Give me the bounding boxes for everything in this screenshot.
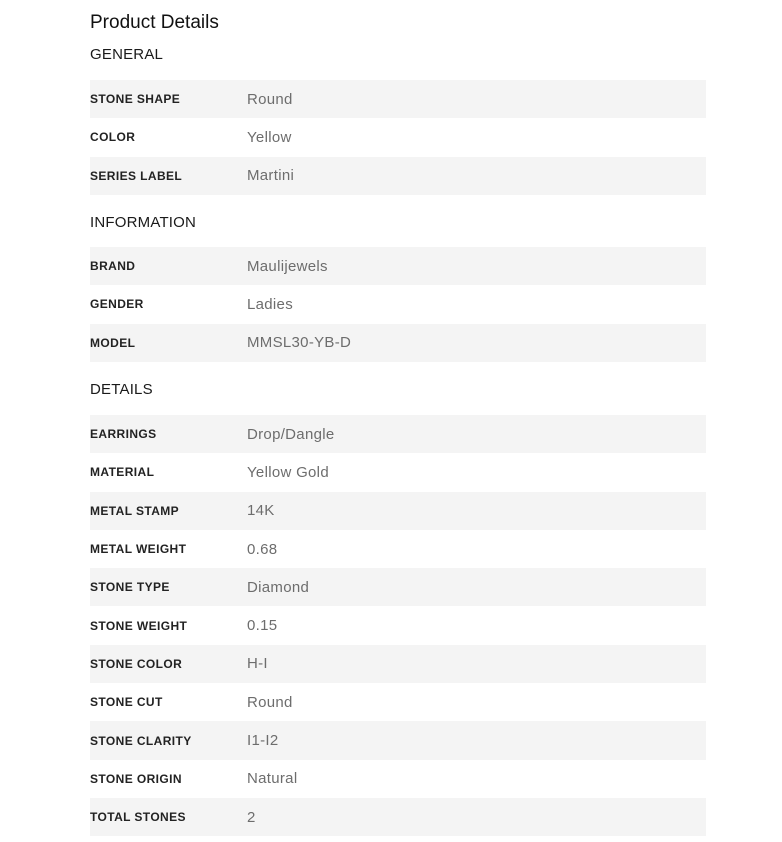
row-value: Yellow Gold — [247, 463, 329, 481]
row-label: GENDER — [90, 297, 144, 312]
row-label: STONE ORIGIN — [90, 771, 182, 786]
row-label: EARRINGS — [90, 427, 157, 442]
row-value: I1-I2 — [247, 732, 279, 750]
spec-table — [90, 247, 706, 362]
row-value: H-I — [247, 655, 268, 673]
section-heading: INFORMATION — [90, 214, 197, 231]
table-row — [90, 157, 706, 195]
row-value: Round — [247, 693, 293, 711]
row-label: STONE CUT — [90, 695, 163, 710]
row-value: Maulijewels — [247, 257, 328, 275]
row-value: Yellow — [247, 128, 292, 146]
table-row — [90, 721, 706, 759]
row-label: STONE TYPE — [90, 580, 170, 595]
table-row — [90, 247, 706, 285]
row-value: 0.15 — [247, 617, 278, 635]
table-row — [90, 415, 706, 453]
section-heading: DETAILS — [90, 381, 153, 398]
row-value: Diamond — [247, 578, 310, 596]
table-row — [90, 118, 706, 156]
row-value: Martini — [247, 167, 295, 185]
section-details — [90, 378, 706, 836]
row-label: COLOR — [90, 130, 136, 145]
row-label: TOTAL STONES — [90, 810, 186, 825]
table-row — [90, 645, 706, 683]
row-label: BRAND — [90, 259, 136, 274]
row-label: STONE COLOR — [90, 656, 183, 671]
row-value: Round — [247, 90, 293, 108]
row-value: 0.68 — [247, 540, 278, 558]
row-value: Natural — [247, 770, 298, 788]
page-title: Product Details — [90, 12, 219, 33]
row-label: METAL WEIGHT — [90, 542, 187, 557]
row-value: 14K — [247, 502, 275, 520]
row-value: MMSL30-YB-D — [247, 334, 352, 352]
table-row — [90, 324, 706, 362]
row-value: 2 — [247, 808, 256, 826]
table-row — [90, 760, 706, 798]
spec-table — [90, 415, 706, 836]
section-general — [90, 43, 706, 195]
row-label: MATERIAL — [90, 465, 155, 480]
table-row — [90, 683, 706, 721]
row-label: MODEL — [90, 335, 136, 350]
row-label: STONE WEIGHT — [90, 618, 188, 633]
section-information — [90, 211, 706, 362]
table-row — [90, 492, 706, 530]
table-row — [90, 285, 706, 323]
table-row — [90, 798, 706, 836]
spec-table — [90, 80, 706, 195]
row-value: Drop/Dangle — [247, 425, 335, 443]
table-row — [90, 80, 706, 118]
section-heading: GENERAL — [90, 46, 164, 63]
row-label: STONE CLARITY — [90, 733, 192, 748]
table-row — [90, 606, 706, 644]
row-label: SERIES LABEL — [90, 168, 183, 183]
table-row — [90, 530, 706, 568]
table-row — [90, 568, 706, 606]
row-label: STONE SHAPE — [90, 92, 181, 107]
row-value: Ladies — [247, 295, 294, 313]
table-row — [90, 453, 706, 491]
row-label: METAL STAMP — [90, 503, 180, 518]
